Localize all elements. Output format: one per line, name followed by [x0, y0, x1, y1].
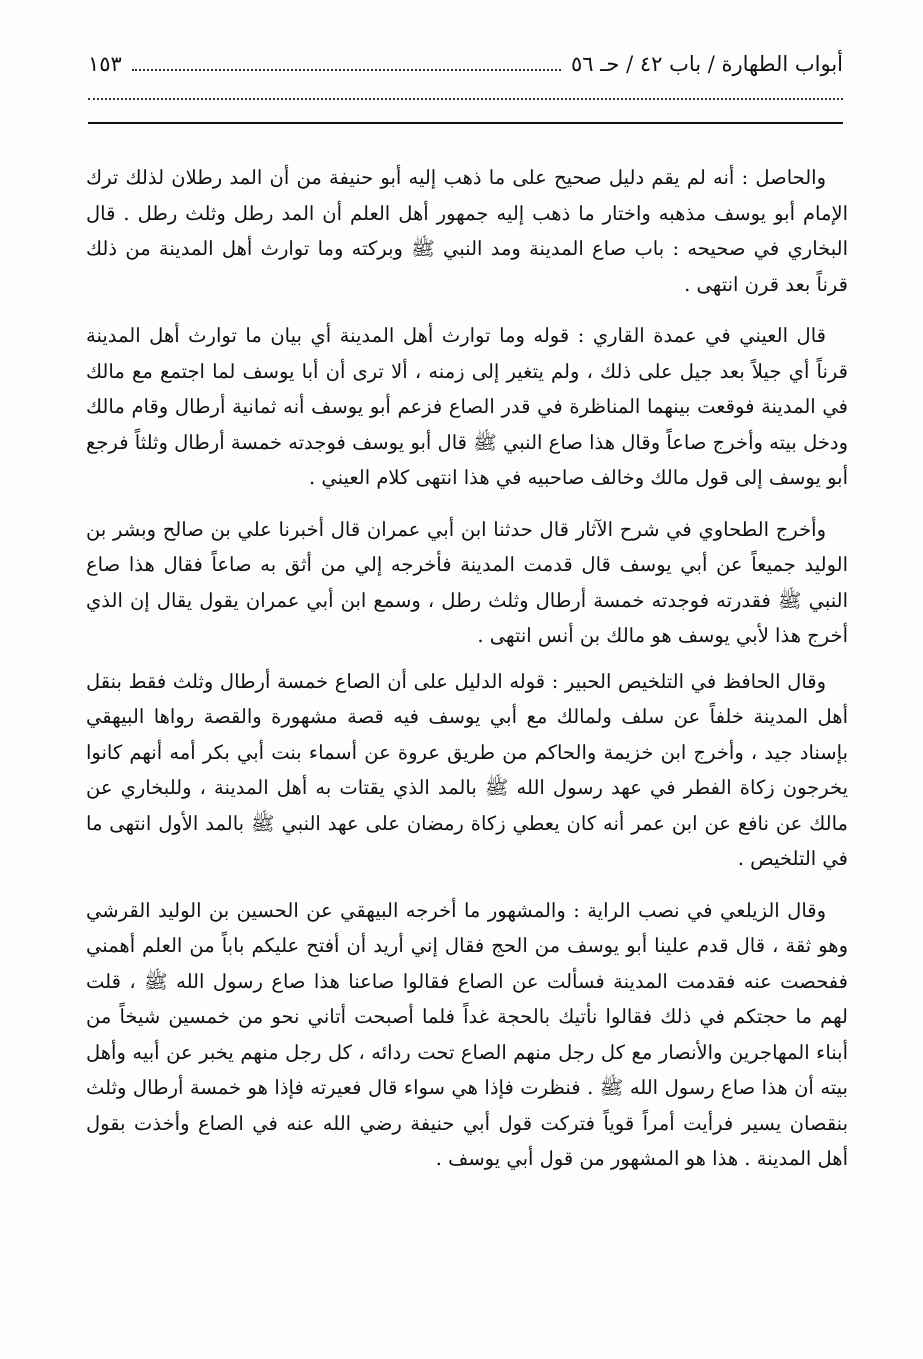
paragraph-conclusion: والحاصل : أنه لم يقم دليل صحيح على ما ذهب إليه أبو حنيفة من أن المد رطلان لذلك ترك الإمام أبو يوسف مذهبه واختار ما ذهب إليه جمهور أهل العلم أن المد رطل وثلث رطل . قال البخاري في صحيحه : باب صاع المدينة ومد النبي ﷺ وبركته وما توارث أهل المدينة من ذلك قرناً بعد قرن انتهى . [86, 166, 848, 296]
paragraph-zaylai: وقال الزيلعي في نصب الراية : والمشهور ما أخرجه البيهقي عن الحسين بن الوليد القرشي وهو ثقة ، قال قدم علينا أبو يوسف من الحج فقال إني أريد أن أفتح عليكم باباً من العلم أهمني ففحصت عنه فقدمت المدينة فسألت عن الصاع فقالوا صاعنا هذا صاع رسول الله ﷺ ، قلت لهم ما حجتكم في ذلك فقالوا نأتيك بالحجة غداً فلما أصبحت أتاني نحو من خمسين شيخاً من أبناء المهاجرين والأنصار مع كل رجل منهم الصاع تحت ردائه ، كل رجل منهم يخبر عن أبيه وأهل بيته أن هذا صاع رسول الله ﷺ . فنظرت فإذا هي سواء قال فعيرته فإذا هو خمسة أرطال وثلث بنقصان يسير فرأيت أمراً قوياً فتركت قول أبي حنيفة رضي الله عنه في الصاع وأخذت بقول أهل المدينة . هذا هو المشهور من قول أبي يوسف . [86, 898, 848, 1170]
dotted-leader [132, 53, 561, 71]
header-rule [88, 122, 843, 124]
header-line [88, 48, 843, 80]
paragraph-tahawi: وأخرج الطحاوي في شرح الآثار قال حدثنا ابن أبي عمران قال أخبرنا علي بن صالح وبشر بن الوليد جميعاً عن أبي يوسف قال قدمت المدينة فأخرجه إلي من أثق به صاعاً فقال هذا صاع النبي ﷺ فقدرته فوجدته خمسة أرطال وثلث رطل ، وسمع ابن أبي عمران يقول يقال إن الذي أخرج هذا لأبي يوسف هو مالك بن أنس انتهى . [86, 517, 848, 647]
running-title: أبواب الطهارة / باب ٤٢ / حـ ٥٦ [571, 52, 843, 76]
page-header [88, 48, 843, 148]
page-number: ١٥٣ [88, 52, 122, 76]
page-body [86, 160, 848, 1193]
paragraph-aini: قال العيني في عمدة القاري : قوله وما توارث أهل المدينة أي بيان ما توارث أهل المدينة قرناً أي جيلاً بعد جيل على ذلك ، ولم يتغير إلى زمنه ، ألا ترى أن أبا يوسف لما اجتمع مع مالك في المدينة فوقعت بينهما المناظرة في قدر الصاع فزعم أبو يوسف أنه ثمانية أرطال وقام مالك ودخل بيته وأخرج صاعاً وقال هذا صاع النبي ﷺ قال أبو يوسف فوجدته خمسة أرطال وثلثاً فرجع أبو يوسف إلى قول مالك وخالف صاحبيه في هذا انتهى كلام العيني . [86, 324, 848, 489]
paragraph-hafiz: وقال الحافظ في التلخيص الحبير : قوله الدليل على أن الصاع خمسة أرطال وثلث فقط بنقل أهل المدينة خلفاً عن سلف ولمالك مع أبي يوسف فيه قصة مشهورة والقصة رواها البيهقي بإسناد جيد ، وأخرج ابن خزيمة والحاكم من طريق عروة عن أسماء بنت أبي بكر أمه أنهم كانوا يخرجون زكاة الفطر في عهد رسول الله ﷺ بالمد الذي يقتات به أهل المدينة ، وللبخاري عن مالك عن نافع عن ابن عمر أنه كان يعطي زكاة رمضان على عهد النبي ﷺ بالمد الأول انتهى ما في التلخيص . [86, 669, 848, 870]
dotted-separator [88, 92, 843, 100]
